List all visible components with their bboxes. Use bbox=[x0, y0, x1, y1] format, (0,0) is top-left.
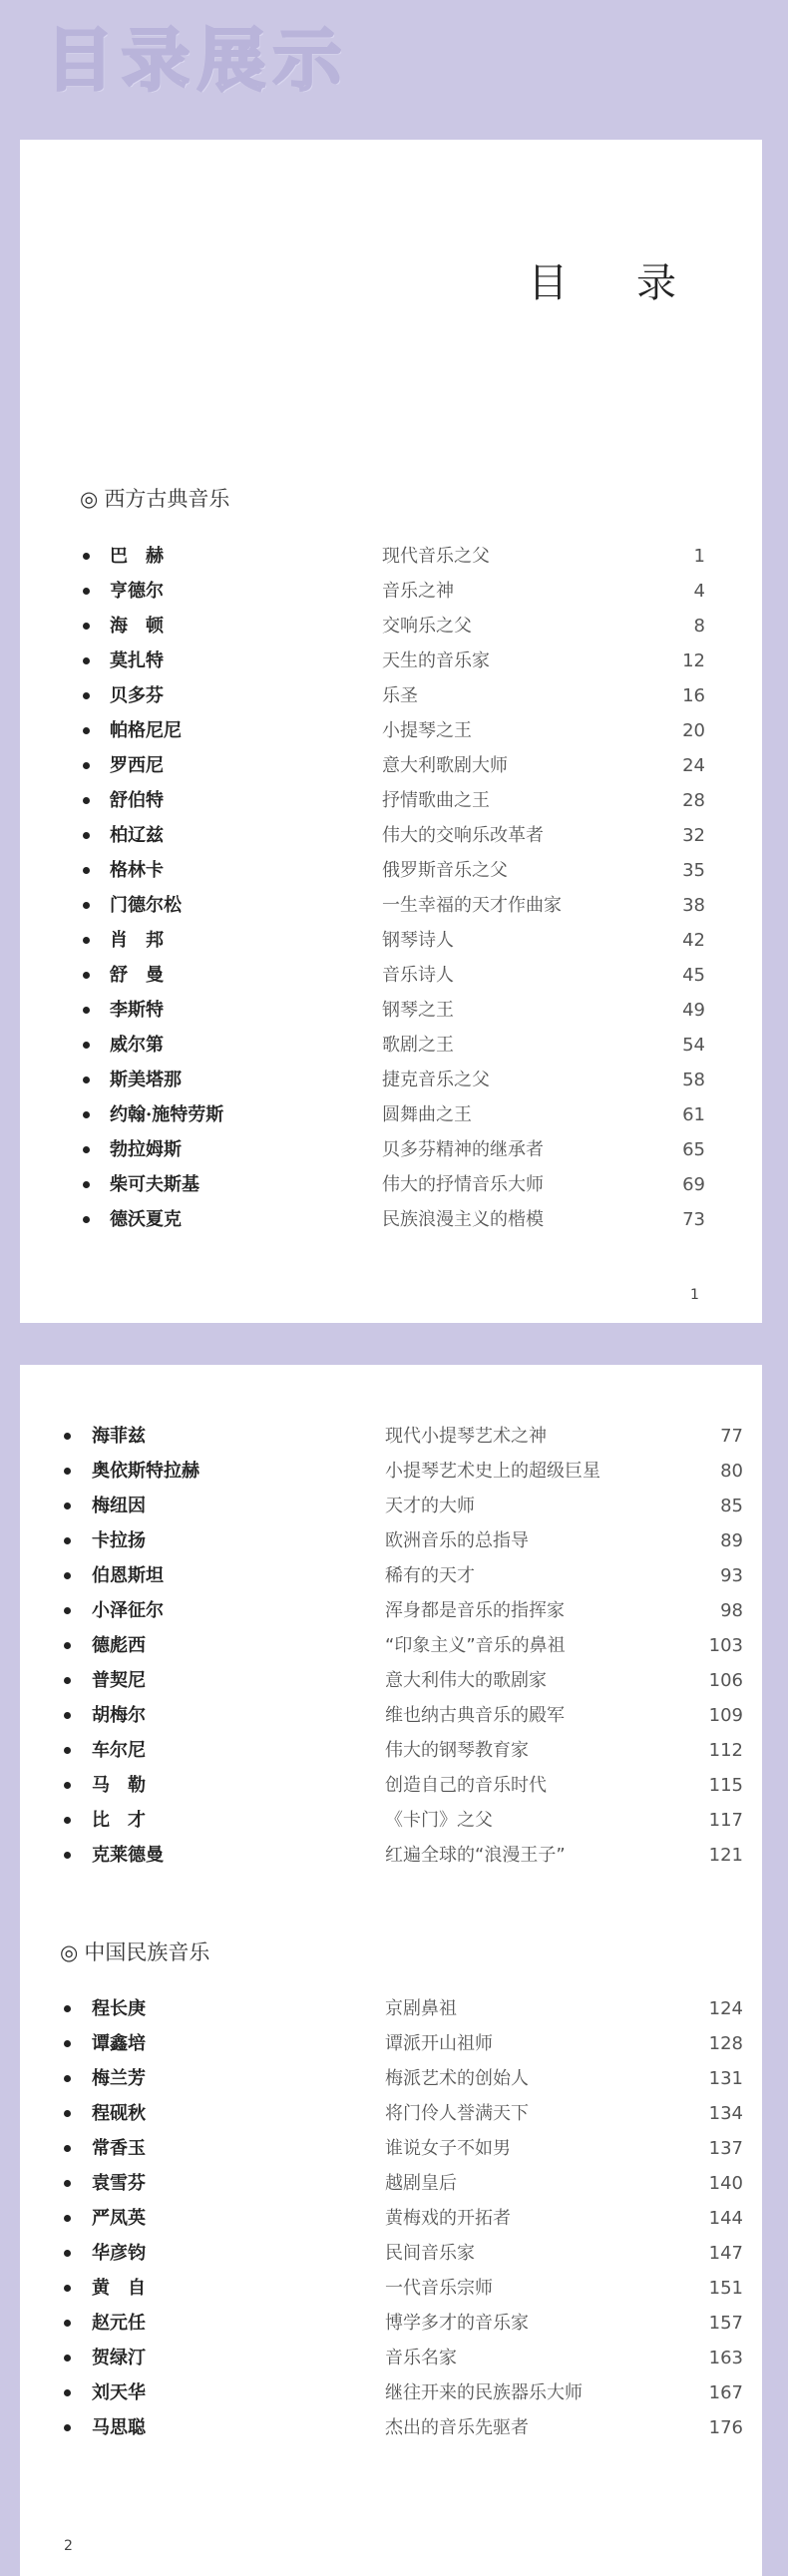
toc-entry bbox=[20, 1063, 762, 1097]
entry-page-number: 117 bbox=[708, 1810, 743, 1831]
bullet-icon bbox=[83, 657, 90, 664]
toc-entry bbox=[20, 1132, 762, 1167]
toc-entry bbox=[20, 2271, 762, 2306]
toc-entry bbox=[20, 2131, 762, 2166]
entry-name: 柴可夫斯基 bbox=[110, 1174, 199, 1195]
entry-name: 约翰·施特劳斯 bbox=[110, 1104, 224, 1125]
entry-description: 稀有的天才 bbox=[385, 1565, 475, 1586]
banner-title: 目录展示 bbox=[46, 22, 350, 101]
entry-name: 柏辽兹 bbox=[110, 825, 164, 846]
bullet-icon bbox=[83, 727, 90, 734]
bullet-icon bbox=[64, 1782, 71, 1789]
toc-entry bbox=[20, 1523, 762, 1558]
entry-description: 乐圣 bbox=[382, 685, 418, 706]
entry-description: 民间音乐家 bbox=[385, 2243, 475, 2264]
entry-page-number: 8 bbox=[693, 616, 705, 637]
bullet-icon bbox=[83, 797, 90, 804]
entry-description: 杰出的音乐先驱者 bbox=[385, 2417, 529, 2438]
entry-page-number: 147 bbox=[708, 2243, 743, 2264]
bullet-icon bbox=[64, 2389, 71, 2396]
bullet-icon bbox=[64, 2355, 71, 2361]
entry-description: 小提琴之王 bbox=[382, 720, 472, 741]
entry-name: 卡拉扬 bbox=[92, 1530, 146, 1551]
entry-name: 帕格尼尼 bbox=[110, 720, 182, 741]
entry-description: 伟大的钢琴教育家 bbox=[385, 1740, 529, 1761]
toc-entry bbox=[20, 1593, 762, 1628]
toc-entry bbox=[20, 1167, 762, 1202]
section-title: 中国民族音乐 bbox=[84, 1940, 210, 1964]
entry-name: 梅兰芳 bbox=[92, 2068, 146, 2089]
entry-name: 奥依斯特拉赫 bbox=[92, 1461, 199, 1482]
entry-description: 越剧皇后 bbox=[385, 2173, 457, 2194]
entry-page-number: 65 bbox=[682, 1139, 705, 1160]
bullet-icon bbox=[64, 1468, 71, 1475]
entry-page-number: 4 bbox=[693, 581, 705, 602]
toc-page-1 bbox=[20, 140, 762, 1323]
bullet-icon bbox=[64, 1537, 71, 1544]
entry-description: 黄梅戏的开拓者 bbox=[385, 2208, 511, 2229]
toc-entry-list bbox=[20, 539, 762, 1237]
entry-description: 《卡门》之父 bbox=[385, 1810, 493, 1831]
bullet-icon bbox=[83, 553, 90, 560]
bullet-icon bbox=[83, 1181, 90, 1188]
entry-description: 一代音乐宗师 bbox=[385, 2278, 493, 2299]
entry-description: 伟大的交响乐改革者 bbox=[382, 825, 544, 846]
bullet-icon bbox=[83, 588, 90, 595]
toc-entry bbox=[20, 993, 762, 1028]
entry-name: 舒伯特 bbox=[110, 790, 164, 811]
entry-page-number: 73 bbox=[682, 1209, 705, 1230]
entry-description: 谁说女子不如男 bbox=[385, 2138, 511, 2159]
bullet-icon bbox=[83, 972, 90, 979]
entry-page-number: 24 bbox=[682, 755, 705, 776]
bullet-icon bbox=[64, 2005, 71, 2012]
toc-entry bbox=[20, 539, 762, 574]
page-number: 1 bbox=[690, 1287, 699, 1303]
entry-description: 现代音乐之父 bbox=[382, 546, 490, 567]
entry-name: 马 勒 bbox=[92, 1775, 146, 1796]
entry-description: 钢琴之王 bbox=[382, 1000, 454, 1021]
toc-entry bbox=[20, 2306, 762, 2341]
entry-page-number: 80 bbox=[720, 1461, 743, 1482]
toc-entry bbox=[20, 2026, 762, 2061]
entry-page-number: 109 bbox=[708, 1705, 743, 1726]
entry-description: 民族浪漫主义的楷模 bbox=[382, 1209, 544, 1230]
toc-entry bbox=[20, 644, 762, 678]
entry-page-number: 157 bbox=[708, 2313, 743, 2334]
entry-description: 俄罗斯音乐之父 bbox=[382, 860, 508, 881]
toc-entry bbox=[20, 2201, 762, 2236]
bullet-icon bbox=[64, 1607, 71, 1614]
entry-name: 巴 赫 bbox=[110, 546, 164, 567]
entry-page-number: 28 bbox=[682, 790, 705, 811]
toc-entry bbox=[20, 1628, 762, 1663]
entry-page-number: 1 bbox=[693, 546, 705, 567]
toc-entry bbox=[20, 1733, 762, 1768]
entry-page-number: 151 bbox=[708, 2278, 743, 2299]
bullet-icon bbox=[83, 1007, 90, 1014]
entry-description: 天才的大师 bbox=[385, 1496, 475, 1516]
entry-page-number: 61 bbox=[682, 1104, 705, 1125]
entry-description: 谭派开山祖师 bbox=[385, 2033, 493, 2054]
entry-name: 舒 曼 bbox=[110, 965, 164, 986]
toc-entry-list bbox=[20, 1419, 762, 1873]
entry-name: 格林卡 bbox=[110, 860, 164, 881]
entry-description: 天生的音乐家 bbox=[382, 650, 490, 671]
entry-name: 黄 自 bbox=[92, 2278, 146, 2299]
entry-description: 捷克音乐之父 bbox=[382, 1070, 490, 1090]
entry-page-number: 20 bbox=[682, 720, 705, 741]
toc-entry-list bbox=[20, 1991, 762, 2445]
toc-entry bbox=[20, 2061, 762, 2096]
entry-description: 创造自己的音乐时代 bbox=[385, 1775, 547, 1796]
entry-name: 肖 邦 bbox=[110, 930, 164, 951]
bullet-icon bbox=[64, 1747, 71, 1754]
bullet-icon bbox=[64, 1572, 71, 1579]
entry-description: 京剧鼻祖 bbox=[385, 1998, 457, 2019]
toc-entry bbox=[20, 818, 762, 853]
bullet-icon bbox=[64, 2145, 71, 2152]
entry-name: 胡梅尔 bbox=[92, 1705, 146, 1726]
entry-page-number: 144 bbox=[708, 2208, 743, 2229]
entry-name: 严凤英 bbox=[92, 2208, 146, 2229]
entry-page-number: 35 bbox=[682, 860, 705, 881]
toc-entry bbox=[20, 1803, 762, 1838]
entry-description: 维也纳古典音乐的殿军 bbox=[385, 1705, 565, 1726]
entry-page-number: 140 bbox=[708, 2173, 743, 2194]
entry-name: 伯恩斯坦 bbox=[92, 1565, 164, 1586]
entry-page-number: 38 bbox=[682, 895, 705, 916]
entry-description: 音乐之神 bbox=[382, 581, 454, 602]
entry-page-number: 98 bbox=[720, 1600, 743, 1621]
entry-name: 克莱德曼 bbox=[92, 1845, 164, 1866]
bullet-icon bbox=[64, 2075, 71, 2082]
toc-page-2 bbox=[20, 1365, 762, 2576]
toc-entry bbox=[20, 713, 762, 748]
section-mark-icon: ◎ bbox=[80, 487, 99, 511]
section-heading-western bbox=[80, 483, 229, 513]
bullet-icon bbox=[83, 1216, 90, 1223]
entry-description: 现代小提琴艺术之神 bbox=[385, 1426, 547, 1447]
toc-entry bbox=[20, 1698, 762, 1733]
entry-name: 华彦钧 bbox=[92, 2243, 146, 2264]
toc-entry bbox=[20, 1838, 762, 1873]
bullet-icon bbox=[64, 1817, 71, 1824]
bullet-icon bbox=[64, 1503, 71, 1509]
entry-name: 李斯特 bbox=[110, 1000, 164, 1021]
entry-page-number: 93 bbox=[720, 1565, 743, 1586]
bullet-icon bbox=[83, 1111, 90, 1118]
entry-name: 程砚秋 bbox=[92, 2103, 146, 2124]
entry-page-number: 128 bbox=[708, 2033, 743, 2054]
entry-page-number: 89 bbox=[720, 1530, 743, 1551]
bullet-icon bbox=[83, 762, 90, 769]
entry-description: 伟大的抒情音乐大师 bbox=[382, 1174, 544, 1195]
bullet-icon bbox=[64, 2040, 71, 2047]
entry-page-number: 167 bbox=[708, 2382, 743, 2403]
entry-page-number: 85 bbox=[720, 1496, 743, 1516]
entry-description: 抒情歌曲之王 bbox=[382, 790, 490, 811]
bullet-icon bbox=[83, 1042, 90, 1049]
entry-page-number: 12 bbox=[682, 650, 705, 671]
toc-entry bbox=[20, 1991, 762, 2026]
entry-name: 小泽征尔 bbox=[92, 1600, 164, 1621]
entry-description: 音乐名家 bbox=[385, 2348, 457, 2368]
entry-description: 钢琴诗人 bbox=[382, 930, 454, 951]
entry-page-number: 131 bbox=[708, 2068, 743, 2089]
entry-name: 赵元任 bbox=[92, 2313, 146, 2334]
entry-name: 德沃夏克 bbox=[110, 1209, 182, 1230]
bullet-icon bbox=[83, 623, 90, 630]
toc-entry bbox=[20, 1097, 762, 1132]
entry-page-number: 32 bbox=[682, 825, 705, 846]
toc-entry bbox=[20, 783, 762, 818]
bullet-icon bbox=[64, 2320, 71, 2327]
section-title: 西方古典音乐 bbox=[104, 487, 230, 511]
entry-page-number: 16 bbox=[682, 685, 705, 706]
entry-name: 普契尼 bbox=[92, 1670, 146, 1691]
bullet-icon bbox=[64, 1852, 71, 1859]
bullet-icon bbox=[64, 2180, 71, 2187]
toc-entry bbox=[20, 2410, 762, 2445]
entry-name: 马思聪 bbox=[92, 2417, 146, 2438]
bullet-icon bbox=[64, 2110, 71, 2117]
entry-name: 袁雪芬 bbox=[92, 2173, 146, 2194]
section-heading-chinese bbox=[60, 1936, 209, 1966]
entry-page-number: 121 bbox=[708, 1845, 743, 1866]
entry-name: 罗西尼 bbox=[110, 755, 164, 776]
bullet-icon bbox=[83, 1146, 90, 1153]
toc-entry bbox=[20, 678, 762, 713]
toc-entry bbox=[20, 1454, 762, 1489]
bullet-icon bbox=[83, 902, 90, 909]
bullet-icon bbox=[64, 2250, 71, 2257]
toc-entry bbox=[20, 1489, 762, 1523]
section-mark-icon: ◎ bbox=[60, 1940, 79, 1964]
entry-page-number: 115 bbox=[708, 1775, 743, 1796]
entry-description: 音乐诗人 bbox=[382, 965, 454, 986]
entry-page-number: 137 bbox=[708, 2138, 743, 2159]
bullet-icon bbox=[64, 2424, 71, 2431]
entry-name: 常香玉 bbox=[92, 2138, 146, 2159]
entry-name: 比 才 bbox=[92, 1810, 146, 1831]
entry-page-number: 58 bbox=[682, 1070, 705, 1090]
toc-entry bbox=[20, 2236, 762, 2271]
entry-page-number: 176 bbox=[708, 2417, 743, 2438]
toc-entry bbox=[20, 2166, 762, 2201]
bullet-icon bbox=[83, 1076, 90, 1083]
entry-description: 圆舞曲之王 bbox=[382, 1104, 472, 1125]
entry-name: 勃拉姆斯 bbox=[110, 1139, 182, 1160]
entry-page-number: 42 bbox=[682, 930, 705, 951]
entry-description: 红遍全球的“浪漫王子” bbox=[385, 1845, 566, 1866]
entry-name: 刘天华 bbox=[92, 2382, 146, 2403]
entry-description: 歌剧之王 bbox=[382, 1035, 454, 1056]
entry-name: 莫扎特 bbox=[110, 650, 164, 671]
toc-entry bbox=[20, 2096, 762, 2131]
toc-entry bbox=[20, 2341, 762, 2375]
toc-entry bbox=[20, 853, 762, 888]
entry-name: 斯美塔那 bbox=[110, 1070, 182, 1090]
entry-page-number: 54 bbox=[682, 1035, 705, 1056]
entry-description: “印象主义”音乐的鼻祖 bbox=[385, 1635, 566, 1656]
entry-description: 交响乐之父 bbox=[382, 616, 472, 637]
entry-page-number: 124 bbox=[708, 1998, 743, 2019]
toc-entry bbox=[20, 888, 762, 923]
entry-name: 贺绿汀 bbox=[92, 2348, 146, 2368]
entry-name: 贝多芬 bbox=[110, 685, 164, 706]
bullet-icon bbox=[83, 832, 90, 839]
toc-entry bbox=[20, 958, 762, 993]
bullet-icon bbox=[64, 1677, 71, 1684]
toc-entry bbox=[20, 1202, 762, 1237]
entry-name: 车尔尼 bbox=[92, 1740, 146, 1761]
toc-title: 目 录 bbox=[528, 260, 704, 306]
entry-name: 德彪西 bbox=[92, 1635, 146, 1656]
entry-name: 亨德尔 bbox=[110, 581, 164, 602]
toc-entry bbox=[20, 923, 762, 958]
entry-page-number: 112 bbox=[708, 1740, 743, 1761]
entry-description: 贝多芬精神的继承者 bbox=[382, 1139, 544, 1160]
bullet-icon bbox=[64, 1642, 71, 1649]
entry-description: 继往开来的民族器乐大师 bbox=[385, 2382, 583, 2403]
bullet-icon bbox=[64, 1712, 71, 1719]
entry-description: 将门伶人誉满天下 bbox=[385, 2103, 529, 2124]
entry-name: 海 顿 bbox=[110, 616, 164, 637]
entry-description: 梅派艺术的创始人 bbox=[385, 2068, 529, 2089]
entry-name: 威尔第 bbox=[110, 1035, 164, 1056]
entry-description: 意大利歌剧大师 bbox=[382, 755, 508, 776]
entry-name: 门德尔松 bbox=[110, 895, 182, 916]
toc-entry bbox=[20, 748, 762, 783]
entry-page-number: 49 bbox=[682, 1000, 705, 1021]
entry-description: 小提琴艺术史上的超级巨星 bbox=[385, 1461, 600, 1482]
bullet-icon bbox=[64, 2285, 71, 2292]
entry-page-number: 69 bbox=[682, 1174, 705, 1195]
entry-name: 程长庚 bbox=[92, 1998, 146, 2019]
toc-entry bbox=[20, 1028, 762, 1063]
toc-entry bbox=[20, 1419, 762, 1454]
toc-entry bbox=[20, 1663, 762, 1698]
entry-page-number: 103 bbox=[708, 1635, 743, 1656]
toc-entry bbox=[20, 1558, 762, 1593]
toc-entry bbox=[20, 1768, 762, 1803]
page-number: 2 bbox=[64, 2538, 73, 2554]
entry-description: 一生幸福的天才作曲家 bbox=[382, 895, 562, 916]
entry-description: 意大利伟大的歌剧家 bbox=[385, 1670, 547, 1691]
bullet-icon bbox=[83, 692, 90, 699]
entry-page-number: 134 bbox=[708, 2103, 743, 2124]
entry-description: 博学多才的音乐家 bbox=[385, 2313, 529, 2334]
toc-entry bbox=[20, 2375, 762, 2410]
bullet-icon bbox=[64, 2215, 71, 2222]
toc-entry bbox=[20, 574, 762, 609]
entry-name: 海菲兹 bbox=[92, 1426, 146, 1447]
bullet-icon bbox=[83, 937, 90, 944]
entry-page-number: 106 bbox=[708, 1670, 743, 1691]
entry-page-number: 163 bbox=[708, 2348, 743, 2368]
entry-name: 谭鑫培 bbox=[92, 2033, 146, 2054]
entry-name: 梅纽因 bbox=[92, 1496, 146, 1516]
entry-description: 浑身都是音乐的指挥家 bbox=[385, 1600, 565, 1621]
bullet-icon bbox=[64, 1433, 71, 1440]
entry-page-number: 45 bbox=[682, 965, 705, 986]
entry-page-number: 77 bbox=[720, 1426, 743, 1447]
toc-entry bbox=[20, 609, 762, 644]
entry-description: 欧洲音乐的总指导 bbox=[385, 1530, 529, 1551]
bullet-icon bbox=[83, 867, 90, 874]
